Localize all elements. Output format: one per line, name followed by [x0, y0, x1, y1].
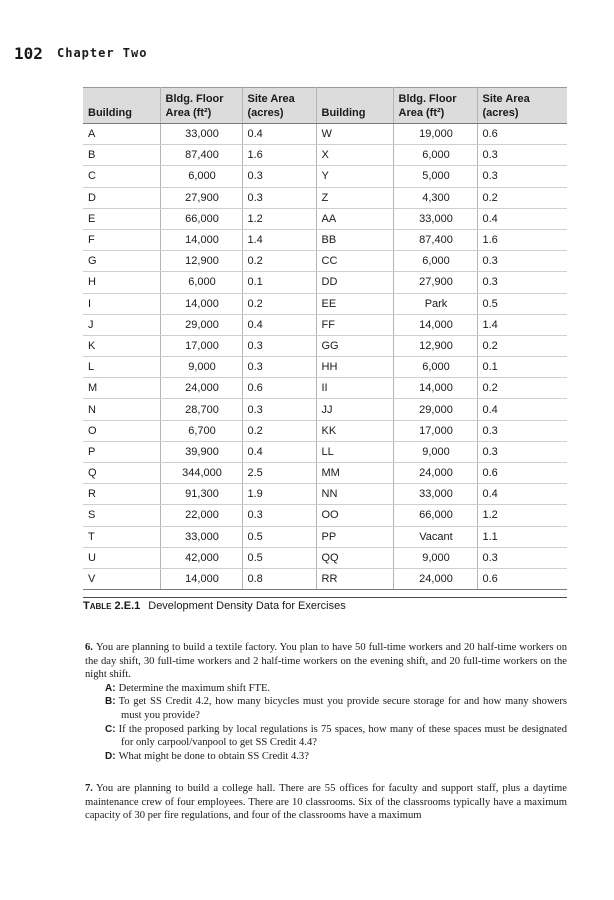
cell-floor-area-left: 91,300 — [160, 484, 242, 505]
cell-floor-area-left: 24,000 — [160, 378, 242, 399]
cell-site-area-left: 0.1 — [242, 272, 316, 293]
cell-floor-area-left: 66,000 — [160, 208, 242, 229]
cell-building-left: S — [83, 505, 160, 526]
cell-site-area-right: 0.2 — [477, 335, 567, 356]
cell-building-right: CC — [316, 251, 393, 272]
cell-site-area-left: 0.3 — [242, 166, 316, 187]
header-floor-area-right: Bldg. Floor Area (ft²) — [393, 88, 477, 124]
cell-floor-area-left: 12,900 — [160, 251, 242, 272]
cell-building-right: KK — [316, 420, 393, 441]
header-building-right: Building — [316, 88, 393, 124]
table-row — [83, 166, 567, 187]
cell-site-area-left: 0.5 — [242, 547, 316, 568]
header-building-left: Building — [83, 88, 160, 124]
cell-building-right: JJ — [316, 399, 393, 420]
cell-floor-area-right: 5,000 — [393, 166, 477, 187]
table-body — [83, 124, 567, 590]
table-row — [83, 399, 567, 420]
cell-site-area-left: 0.8 — [242, 568, 316, 589]
table-row — [83, 378, 567, 399]
cell-building-left: R — [83, 484, 160, 505]
part-a-label: A: — [105, 682, 116, 694]
density-table-container — [83, 87, 567, 590]
caption-rule — [83, 597, 567, 598]
cell-site-area-right: 0.2 — [477, 378, 567, 399]
table-row — [83, 335, 567, 356]
cell-floor-area-left: 14,000 — [160, 568, 242, 589]
table-row — [83, 568, 567, 589]
question-6-body — [85, 641, 567, 682]
cell-building-left: G — [83, 251, 160, 272]
cell-floor-area-left: 344,000 — [160, 463, 242, 484]
cell-building-right: LL — [316, 441, 393, 462]
cell-building-left: F — [83, 229, 160, 250]
table-row — [83, 484, 567, 505]
cell-site-area-right: 0.3 — [477, 547, 567, 568]
header-floor-area-left: Bldg. Floor Area (ft²) — [160, 88, 242, 124]
cell-building-right: FF — [316, 314, 393, 335]
cell-building-left: E — [83, 208, 160, 229]
cell-floor-area-right: 9,000 — [393, 441, 477, 462]
cell-building-left: U — [83, 547, 160, 568]
cell-site-area-left: 0.5 — [242, 526, 316, 547]
cell-site-area-left: 2.5 — [242, 463, 316, 484]
cell-floor-area-right: 87,400 — [393, 229, 477, 250]
question-7 — [85, 782, 567, 823]
cell-site-area-right: 1.1 — [477, 526, 567, 547]
cell-floor-area-right: 14,000 — [393, 314, 477, 335]
cell-floor-area-right: 27,900 — [393, 272, 477, 293]
question-7-text: You are planning to build a college hall. There are 55 offices for faculty and support staff, plus a daytime maintenance crew of four employees. There are 10 classrooms. Six of the classrooms typically have a maximum capacity of 30 per fire regulations, and four of the classrooms have a maximum — [85, 783, 567, 822]
cell-site-area-left: 0.3 — [242, 399, 316, 420]
cell-floor-area-left: 22,000 — [160, 505, 242, 526]
page-number: 102 — [14, 44, 43, 63]
header-site-area-left: Site Area (acres) — [242, 88, 316, 124]
cell-floor-area-left: 14,000 — [160, 293, 242, 314]
cell-floor-area-right: 9,000 — [393, 547, 477, 568]
cell-building-right: NN — [316, 484, 393, 505]
table-row — [83, 145, 567, 166]
cell-floor-area-right: 24,000 — [393, 568, 477, 589]
cell-building-left: T — [83, 526, 160, 547]
cell-building-right: OO — [316, 505, 393, 526]
cell-floor-area-left: 27,900 — [160, 187, 242, 208]
cell-building-left: L — [83, 357, 160, 378]
question-6-part-b — [105, 695, 567, 722]
cell-floor-area-right: 12,900 — [393, 335, 477, 356]
cell-building-left: M — [83, 378, 160, 399]
cell-building-right: Z — [316, 187, 393, 208]
cell-floor-area-left: 14,000 — [160, 229, 242, 250]
cell-building-left: I — [83, 293, 160, 314]
cell-floor-area-left: 39,900 — [160, 441, 242, 462]
table-row — [83, 547, 567, 568]
cell-site-area-right: 0.3 — [477, 441, 567, 462]
cell-building-right: PP — [316, 526, 393, 547]
question-6 — [85, 641, 567, 763]
caption-text: Development Density Data for Exercises — [148, 600, 346, 612]
cell-floor-area-right: 29,000 — [393, 399, 477, 420]
cell-floor-area-right: 6,000 — [393, 145, 477, 166]
cell-site-area-right: 1.6 — [477, 229, 567, 250]
table-row — [83, 357, 567, 378]
cell-floor-area-left: 17,000 — [160, 335, 242, 356]
cell-site-area-right: 0.6 — [477, 124, 567, 145]
density-table — [83, 87, 567, 590]
cell-floor-area-right: 33,000 — [393, 484, 477, 505]
cell-floor-area-right: 14,000 — [393, 378, 477, 399]
cell-site-area-left: 0.3 — [242, 187, 316, 208]
cell-building-left: P — [83, 441, 160, 462]
part-c-label: C: — [105, 723, 116, 735]
cell-site-area-left: 1.9 — [242, 484, 316, 505]
cell-site-area-right: 1.4 — [477, 314, 567, 335]
cell-site-area-right: 0.6 — [477, 463, 567, 484]
cell-site-area-right: 0.5 — [477, 293, 567, 314]
cell-building-right: RR — [316, 568, 393, 589]
cell-building-right: W — [316, 124, 393, 145]
part-b-label: B: — [105, 696, 116, 708]
cell-site-area-right: 0.3 — [477, 166, 567, 187]
cell-building-right: BB — [316, 229, 393, 250]
cell-building-left: N — [83, 399, 160, 420]
cell-floor-area-right: Vacant — [393, 526, 477, 547]
cell-floor-area-left: 87,400 — [160, 145, 242, 166]
question-6-part-c — [105, 723, 567, 750]
cell-site-area-right: 0.4 — [477, 484, 567, 505]
cell-site-area-left: 0.2 — [242, 293, 316, 314]
cell-floor-area-left: 6,000 — [160, 166, 242, 187]
table-row — [83, 420, 567, 441]
cell-building-right: GG — [316, 335, 393, 356]
cell-floor-area-right: 66,000 — [393, 505, 477, 526]
cell-building-left: Q — [83, 463, 160, 484]
table-row — [83, 463, 567, 484]
cell-floor-area-right: 6,000 — [393, 251, 477, 272]
table-row — [83, 505, 567, 526]
table-row — [83, 441, 567, 462]
cell-site-area-right: 0.4 — [477, 208, 567, 229]
cell-site-area-left: 0.4 — [242, 124, 316, 145]
cell-floor-area-left: 6,700 — [160, 420, 242, 441]
cell-building-left: K — [83, 335, 160, 356]
cell-site-area-left: 0.2 — [242, 420, 316, 441]
cell-site-area-right: 0.3 — [477, 420, 567, 441]
cell-floor-area-right: 24,000 — [393, 463, 477, 484]
table-row — [83, 272, 567, 293]
part-d-text: What might be done to obtain SS Credit 4.3? — [118, 750, 309, 762]
cell-floor-area-left: 33,000 — [160, 526, 242, 547]
cell-floor-area-right: Park — [393, 293, 477, 314]
cell-floor-area-left: 28,700 — [160, 399, 242, 420]
cell-floor-area-right: 17,000 — [393, 420, 477, 441]
cell-building-left: O — [83, 420, 160, 441]
cell-floor-area-left: 33,000 — [160, 124, 242, 145]
cell-building-right: QQ — [316, 547, 393, 568]
cell-building-left: H — [83, 272, 160, 293]
cell-building-left: J — [83, 314, 160, 335]
cell-building-right: X — [316, 145, 393, 166]
cell-building-right: AA — [316, 208, 393, 229]
cell-site-area-right: 1.2 — [477, 505, 567, 526]
question-6-text: You are planning to build a textile factory. You plan to have 50 full-time workers and 20 half-time workers on the day shift, 30 full-time workers and 2 half-time workers on the evening shift, and 20 full-time workers on the night shift. — [85, 642, 567, 681]
cell-site-area-right: 0.1 — [477, 357, 567, 378]
cell-site-area-right: 0.6 — [477, 568, 567, 589]
table-row — [83, 229, 567, 250]
cell-site-area-left: 0.4 — [242, 314, 316, 335]
cell-building-left: A — [83, 124, 160, 145]
cell-building-left: B — [83, 145, 160, 166]
question-6-number: 6. — [85, 642, 93, 653]
cell-building-right: EE — [316, 293, 393, 314]
cell-floor-area-left: 42,000 — [160, 547, 242, 568]
cell-site-area-left: 1.2 — [242, 208, 316, 229]
cell-site-area-right: 0.3 — [477, 145, 567, 166]
cell-floor-area-right: 6,000 — [393, 357, 477, 378]
question-6-part-a — [105, 682, 567, 696]
cell-site-area-right: 0.2 — [477, 187, 567, 208]
cell-site-area-right: 0.3 — [477, 251, 567, 272]
cell-site-area-left: 1.4 — [242, 229, 316, 250]
cell-site-area-right: 0.3 — [477, 272, 567, 293]
question-7-number: 7. — [85, 783, 93, 794]
cell-floor-area-right: 19,000 — [393, 124, 477, 145]
cell-building-left: D — [83, 187, 160, 208]
table-row — [83, 208, 567, 229]
cell-site-area-left: 1.6 — [242, 145, 316, 166]
table-row — [83, 251, 567, 272]
table-row — [83, 124, 567, 145]
part-d-label: D: — [105, 750, 116, 762]
cell-site-area-left: 0.2 — [242, 251, 316, 272]
cell-floor-area-left: 29,000 — [160, 314, 242, 335]
table-header-row — [83, 88, 567, 124]
cell-floor-area-right: 33,000 — [393, 208, 477, 229]
table-row — [83, 526, 567, 547]
cell-building-right: DD — [316, 272, 393, 293]
cell-building-right: Y — [316, 166, 393, 187]
chapter-title: Chapter Two — [57, 46, 148, 60]
cell-building-right: HH — [316, 357, 393, 378]
cell-site-area-left: 0.4 — [242, 441, 316, 462]
cell-site-area-left: 0.3 — [242, 357, 316, 378]
cell-floor-area-left: 9,000 — [160, 357, 242, 378]
header-site-area-right: Site Area (acres) — [477, 88, 567, 124]
cell-building-left: C — [83, 166, 160, 187]
part-b-text: To get SS Credit 4.2, how many bicycles must you provide secure storage for and how many showers must you provide? — [118, 696, 567, 721]
table-row — [83, 187, 567, 208]
table-row — [83, 314, 567, 335]
table-caption — [83, 600, 346, 612]
cell-building-right: MM — [316, 463, 393, 484]
cell-site-area-left: 0.3 — [242, 505, 316, 526]
cell-site-area-left: 0.6 — [242, 378, 316, 399]
question-6-part-d — [105, 750, 567, 764]
cell-floor-area-right: 4,300 — [393, 187, 477, 208]
cell-site-area-right: 0.4 — [477, 399, 567, 420]
caption-label: Table 2.E.1 — [83, 600, 141, 612]
cell-floor-area-left: 6,000 — [160, 272, 242, 293]
cell-site-area-left: 0.3 — [242, 335, 316, 356]
part-c-text: If the proposed parking by local regulations is 75 spaces, how many of these spaces must be designated for only carpool/vanpool to get SS Credit 4.4? — [118, 723, 567, 749]
cell-building-right: II — [316, 378, 393, 399]
cell-building-left: V — [83, 568, 160, 589]
table-row — [83, 293, 567, 314]
part-a-text: Determine the maximum shift FTE. — [118, 682, 271, 694]
